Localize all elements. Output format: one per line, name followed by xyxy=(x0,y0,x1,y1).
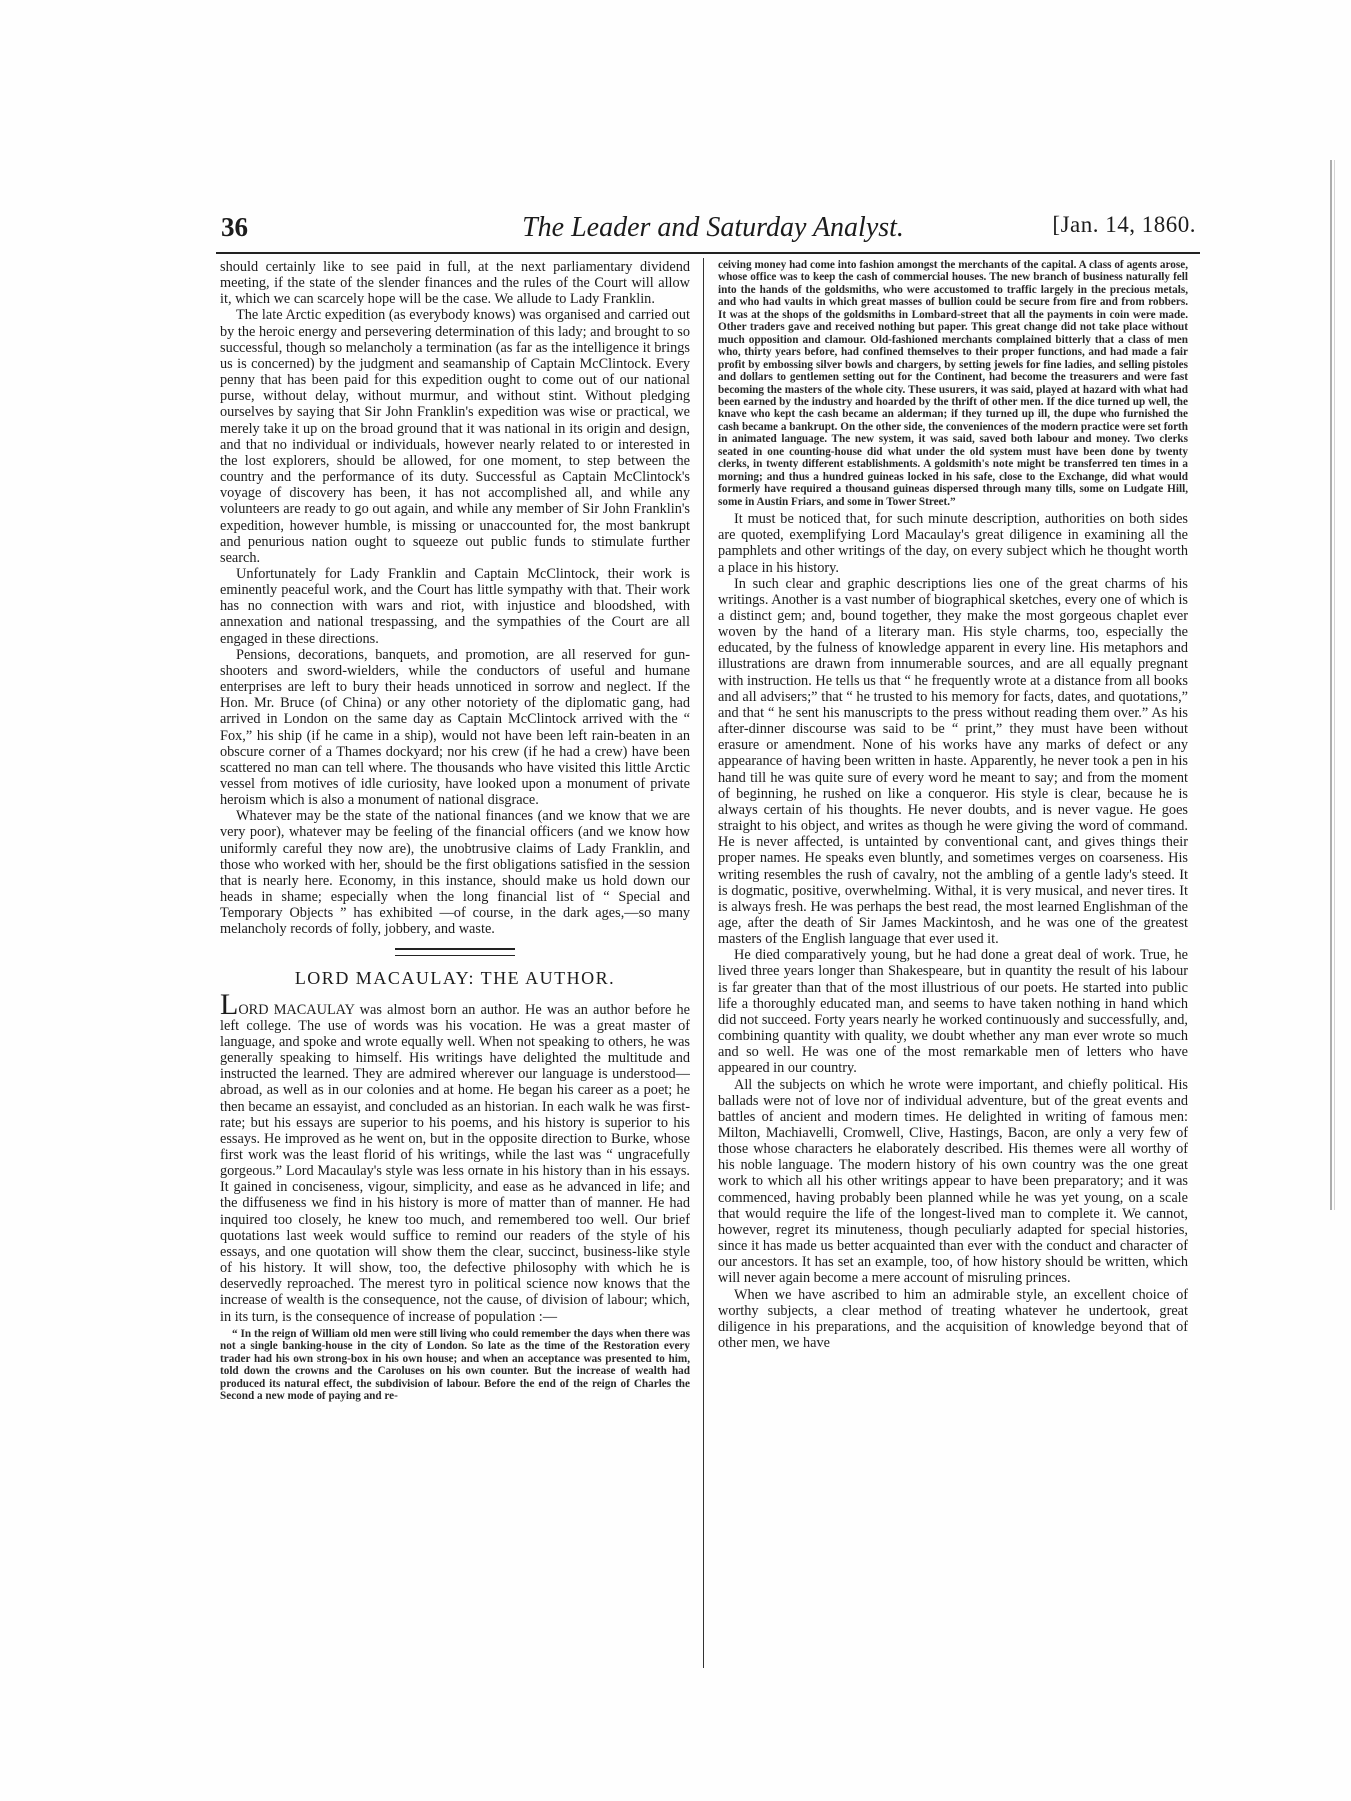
block-quote-continued: ceiving money had come into fashion amongst the merchants of the capital. A class of agents arose, whose office was to keep the cash of commercial houses. The new branch of business naturally fell into the hands of the goldsmiths, who were accustomed to traffic largely in the precious metals, and who had vaults in which great masses of bullion could be secure from fire and from robbers. It was at the shops of the goldsmiths in Lombard-street that all the payments in coin were made. Other traders gave and received nothing but paper. This great change did not take place without much opposition and clamour. Old-fashioned merchants complained bitterly that a class of men who, thirty years before, had confined themselves to their proper functions, and had made a fair profit by embossing silver bowls and chargers, by setting jewels for fine ladies, and selling pistoles and dollars to gentlemen setting out for the Continent, had become the treasurers and were fast becoming the masters of the whole city. These usurers, it was said, played at hazard with what had been earned by the industry and hoarded by the thrift of other men. If the dice turned up well, the knave who kept the cash became an alderman; if they turned up ill, the dupe who furnished the cash became a bankrupt. On the other side, the conveniences of the modern practice were set forth in animated language. The new system, it was said, saved both labour and money. Two clerks seated in one counting-house did what under the old system must have been done by twenty clerks, in twenty different establishments. A goldsmith's note might be transferred ten times in a morning; and thus a hundred guineas locked in his safe, close to the Exchange, did what would formerly have required a thousand guineas dispersed through many tills, some on Ludgate Hill, some in Austin Friars, and some in Tower Street.” xyxy=(718,259,1188,508)
block-quote: “ In the reign of William old men were still living who could remember the days when there was not a single banking-house in the city of London. So late as the time of the Restoration every trader had his own strong-box in his own house; and when an acceptance was presented to him, told down the crowns and the Caroluses on his own counter. But the increase of wealth had produced its natural effect, the subdivision of labour. Before the end of the reign of Charles the Second a new mode of paying and re- xyxy=(220,1327,690,1402)
issue-date: [Jan. 14, 1860. xyxy=(1052,212,1196,237)
paragraph: All the subjects on which he wrote were important, and chiefly political. His ballads were not of love nor of individual adventure, but of the great events and battles of ancient and modern times. He delighted in writing of famous men: Milton, Machiavelli, Cromwell, Clive, Hastings, Bacon, are only a very few of those whose characters he elaborately described. His themes were all worthy of his noble language. The modern history of his own country was the one great work to which all his other writings appear to have been preparatory; and it was commenced, having probably been planned while he was yet young, on a scale that would require the life of the longest-lived man to complete it. We cannot, however, regret its minuteness, though peculiarly adapted for special histories, since it has made us better acquainted than ever with the conduct and character of our ancestors. It has set an example, too, of how history should be written, which will never again become a mere account of misruling princes. xyxy=(718,1076,1188,1287)
section-divider xyxy=(395,948,515,956)
masthead-title: The Leader and Saturday Analyst. xyxy=(522,212,904,243)
paragraph: LORD MACAULAY was almost born an author. He was an author before he left college. The use of words was his vocation. He was a great master of language, and spoke and wrote equally well. When not speaking to others, he was generally speaking to himself. His writings have delighted the multitude and instructed the learned. They are admired wherever our language is understood—abroad, as well as in our colonies and at home. He began his career as a poet; he then became an essayist, and concluded as an historian. In each walk he was first-rate; but his essays are superior to his poems, and his history is superior to his essays. He improved as he went on, but in the opposite direction to Burke, whose first work was the least florid of his writings, while the last was “ ungracefully gorgeous.” Lord Macaulay's style was less ornate in his history than in his essays. It gained in conciseness, vigour, simplicity, and ease as he advanced in life; and the diffuseness we find in his history is more of matter than of manner. He had inquired too closely, he knew too much, and remembered too well. Our brief quotations last week would suffice to remind our readers of the style of his essays, and one quotation will show them the clear, succinct, business-like style of his history. It will show, too, the defective philosophy with which he is deservedly reproached. The merest tyro in political science now knows that the increase of wealth is the consequence, not the cause, of division of labour; which, in its turn, is the consequence of increase of population :— xyxy=(220,987,690,1325)
paragraph: Pensions, decorations, banquets, and promotion, are all reserved for gun-shooters and sword-wielders, while the conductors of useful and humane enterprises are left to bury their heads unnoticed in sorrow and neglect. If the Hon. Mr. Bruce (of China) or any other notoriety of the diplomatic gang, had arrived in London on the same day as Captain McClintock arrived with the “ Fox,” his ship (if he came in a ship), would not have been left rain-beaten in an obscure corner of a Thames dockyard; nor his crew (if he had a crew) have been scattered no man can tell where. The thousands who have visited this little Arctic vessel from motives of idle curiosity, have looked upon a monument of private heroism which is also a monument of national disgrace. xyxy=(220,646,690,809)
right-column xyxy=(718,259,1188,1669)
paragraph: It must be noticed that, for such minute description, authorities on both sides are quoted, exemplifying Lord Macaulay's great diligence in examining all the pamphlets and other writings of the day, on every subject which he thought worth a place in his history. xyxy=(718,511,1188,576)
paragraph: Whatever may be the state of the national finances (and we know that we are very poor), whatever may be feeling of the financial officers (and we know how uniformly careful they now are), the unobtrusive claims of Lady Franklin, and those who worked with her, should be the first obligations satisfied in the session that is nearly here. Economy, in this instance, should make us hold down our heads in shame; especially when the long financial list of “ Special and Temporary Objects ” has exhibited —of course, in the dark ages,—so many melancholy records of folly, jobbery, and waste. xyxy=(220,808,690,938)
paragraph: should certainly like to see paid in full, at the next parliamentary dividend meeting, if the state of the slender finances and the rules of the Court will allow it, which we can scarcely hope will be the case. We allude to Lady Franklin. xyxy=(220,259,690,308)
section-title: LORD MACAULAY: THE AUTHOR. xyxy=(294,967,616,988)
paragraph: The late Arctic expedition (as everybody knows) was organised and carried out by the heroic energy and persevering determination of this lady; and brought to so successful, though so melancholy a termination (as far as the intelligence it brings us is concerned) by the judgment and seamanship of Captain McClintock. Every penny that has been paid for this expedition ought to come out of our national purse, without delay, without murmur, and without stint. Without pledging ourselves by saying that Sir John Franklin's expedition was wise or practical, we merely take it up on the broad ground that it was national in its origin and design, and that no individual or individuals, however nearly related to or interested in the lost explorers, should be allowed, for one moment, to step between the country and the performance of its duty. Successful as Captain McClintock's voyage of discovery has been, it has not accomplished all, and while any volunteers are ready to go out again, and while any member of Sir John Franklin's expedition, however humble, is missing or unaccounted for, the most bankrupt and penurious nation ought to squeeze out public funds to stimulate further search. xyxy=(220,307,690,566)
left-column xyxy=(220,259,690,1669)
page-header xyxy=(221,212,1196,252)
page-edge-shadow xyxy=(1330,160,1332,1210)
header-rule xyxy=(216,252,1200,254)
page-number: 36 xyxy=(221,212,248,242)
paragraph: Unfortunately for Lady Franklin and Captain McClintock, their work is eminently peaceful work, and the Court has little sympathy with that. Their work has no connection with wars and riot, with injustice and bloodshed, with annexation and national trespassing, and the sympathies of the Court are all engaged in these directions. xyxy=(220,565,690,647)
paragraph: In such clear and graphic descriptions lies one of the great charms of his writings. Another is a vast number of biographical sketches, every one of which is a distinct gem; and, bound together, they make the most gorgeous chaplet ever woven by the hand of a literary man. His style charms, too, especially the educated, by the fulness of knowledge apparent in every line. His metaphors and illustrations are drawn from innumerable sources, and are all equally pregnant with instruction. He tells us that “ he frequently wrote at a distance from all books and all advisers;” that “ he trusted to his memory for facts, dates, and quotations,” and that “ he sent his manuscripts to the press without reading them over.” As his after-dinner discourse was said to be “ print,” they must have been without erasure or amendment. None of his works have any marks of defect or any appearance of having been written in haste. Apparently, he never took a pen in his hand till he was quite sure of every word he meant to say; and from the moment of beginning, he rushed on like a conqueror. His style is clear, because he is always certain of his thoughts. He never doubts, and is never vague. He goes straight to his object, and writes as though he were giving the word of command. He is never affected, is untainted by conventional cant, and gives things their proper names. He speaks even bluntly, and sometimes verges on coarseness. His writing resembles the rush of cavalry, not the ambling of a gentle lady's steed. It is dogmatic, positive, overwhelming. Withal, it is very musical, and never tires. It is always fresh. He was perhaps the best read, the most learned Englishman of the age, after the death of Sir James Mackintosh, and he was one of the greatest masters of the English language that ever used it. xyxy=(718,575,1188,948)
paragraph: He died comparatively young, but he had done a great deal of work. True, he lived three years longer than Shakespeare, but in quantity the result of his labour is far greater than that of the most illustrious of our poets. He started into public life a thoroughly educated man, and seems to have taken nothing in hand which did not succeed. Forty years nearly he worked continuously and successfully, and, combining quantity with quality, we doubt whether any man ever wrote so much and so well. He was one of the most remarkable men of letters who have appeared in our country. xyxy=(718,947,1188,1077)
page-edge-shadow-inner xyxy=(1334,160,1335,1210)
column-divider xyxy=(703,258,704,1668)
paragraph: When we have ascribed to him an admirable style, an excellent choice of worthy subjects, a clear method of treating whatever he undertook, great diligence in his preparations, and the acquisition of knowledge beyond that of other men, we have xyxy=(718,1286,1188,1352)
